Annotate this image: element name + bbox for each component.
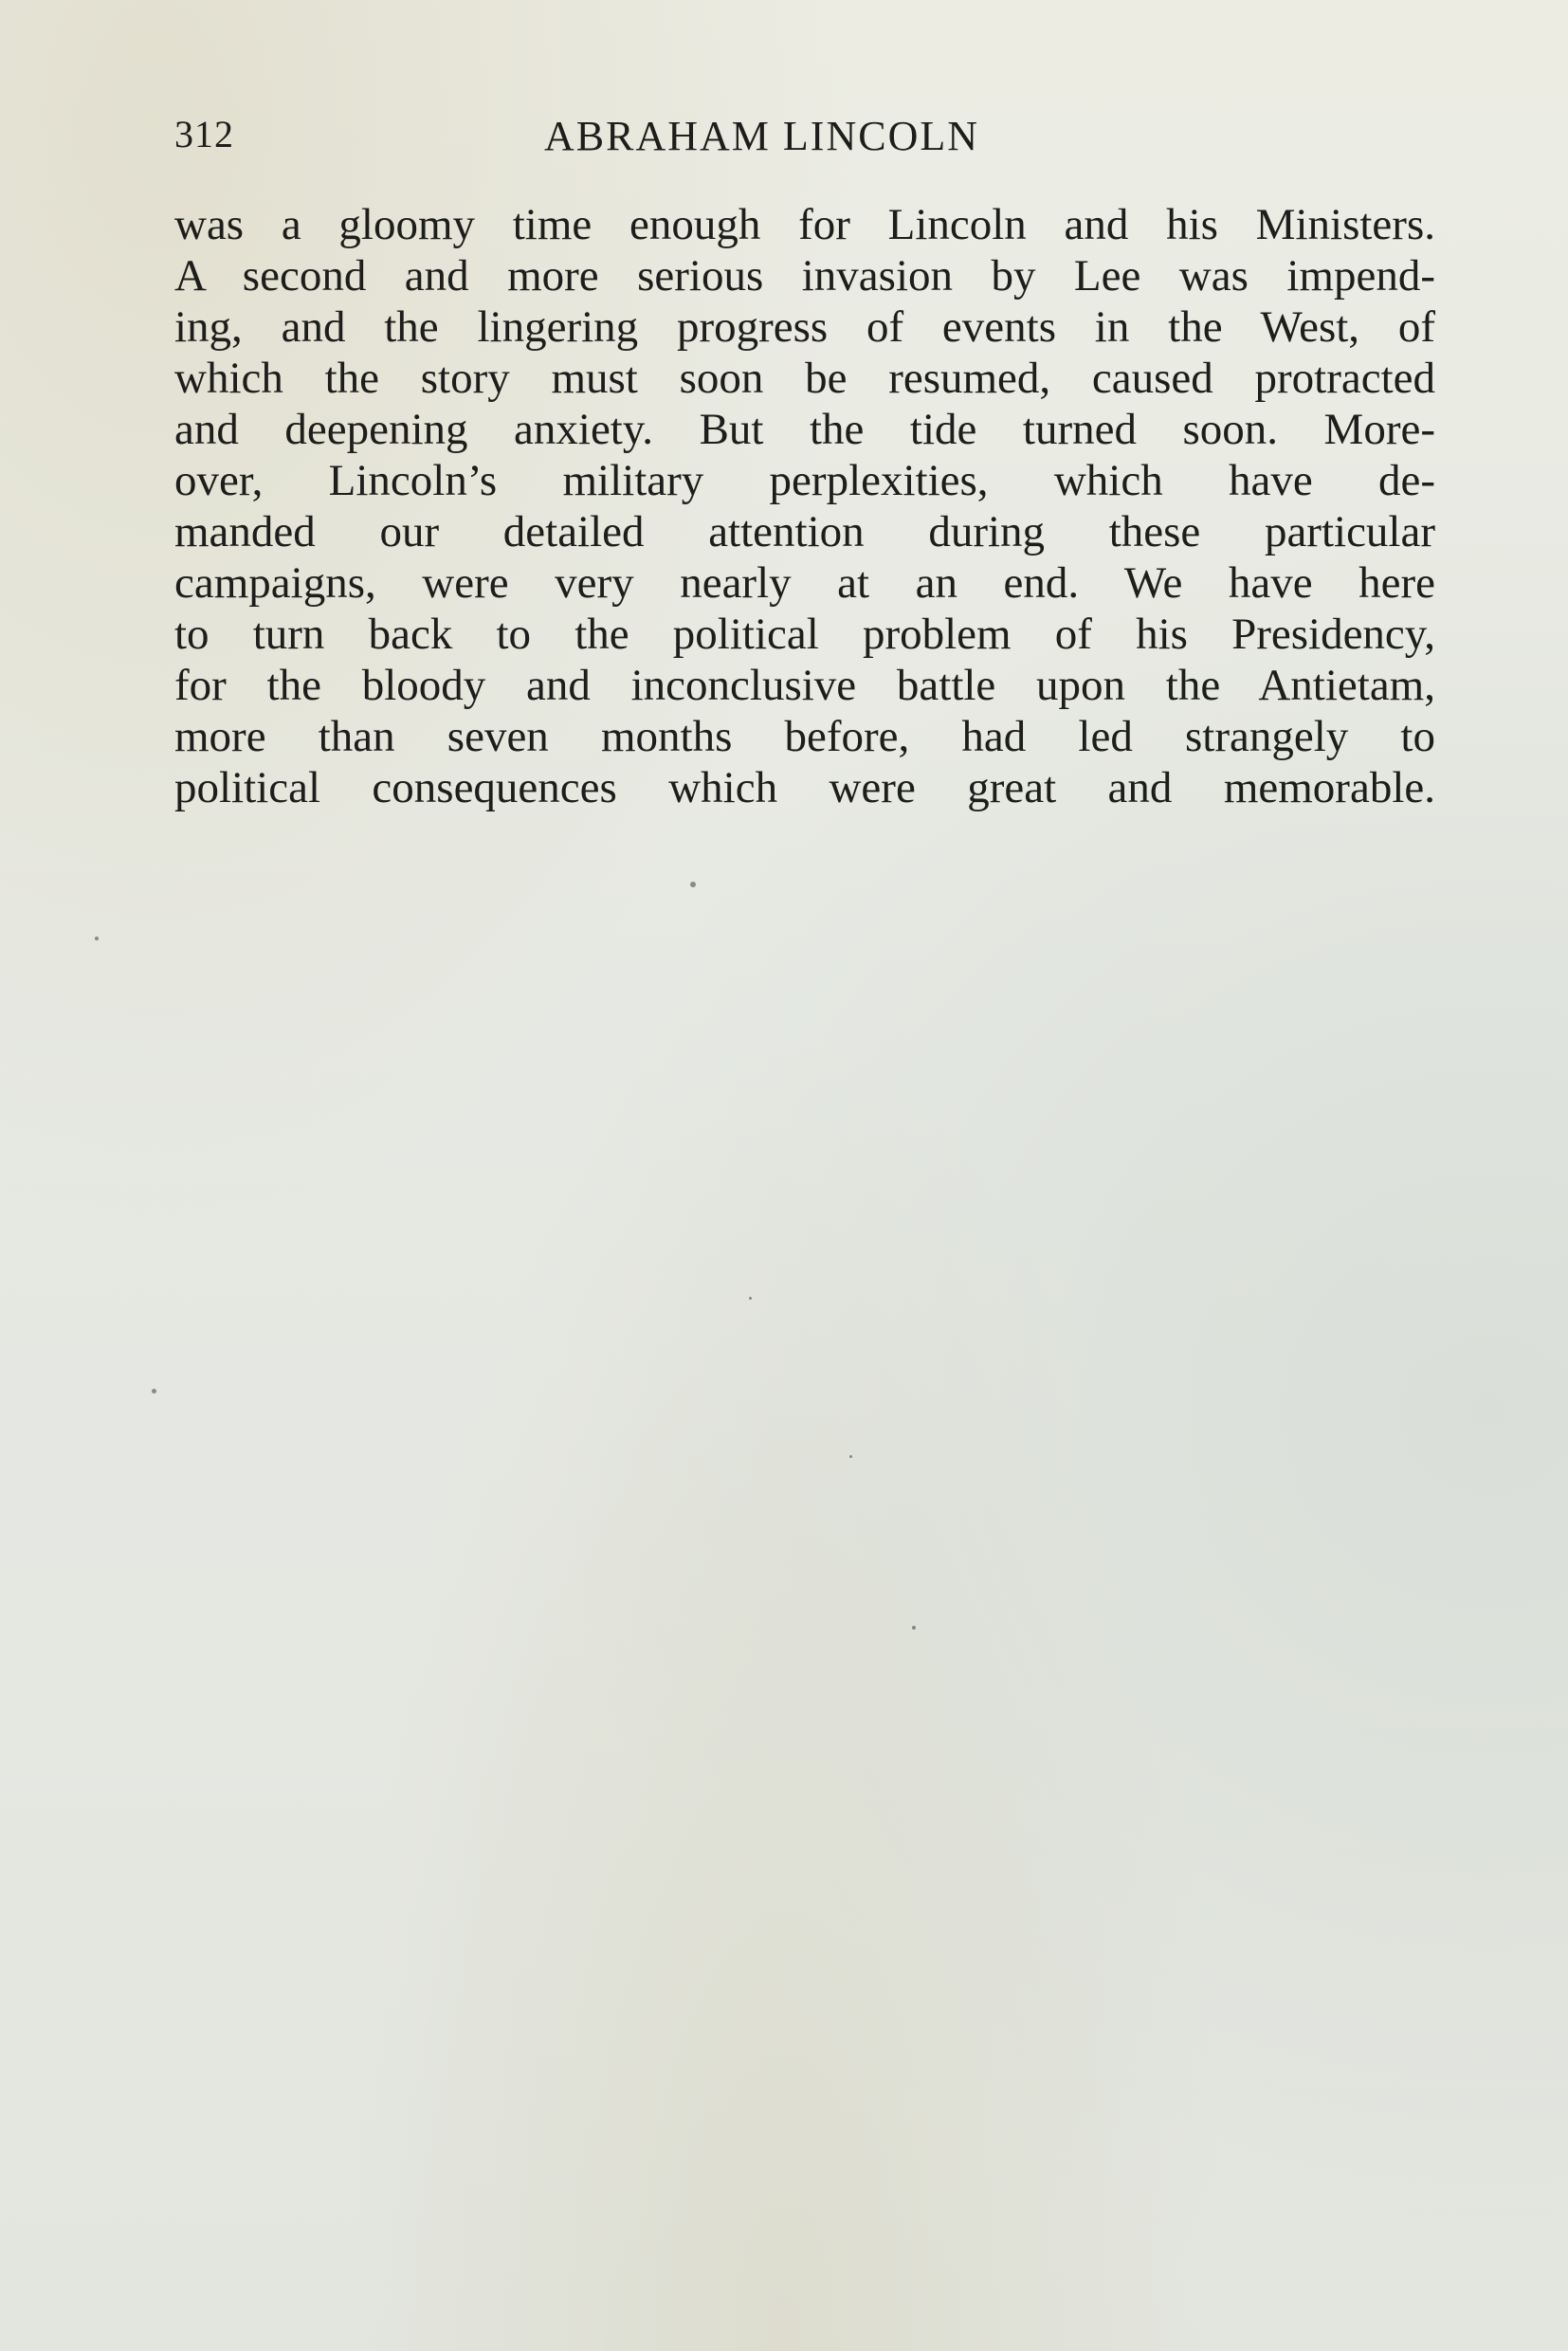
paper-speck	[749, 1297, 752, 1300]
running-head	[174, 112, 1435, 169]
paper-speck	[152, 1389, 156, 1394]
running-title: ABRAHAM LINCOLN	[544, 113, 979, 159]
text-line: which the story must soon be resumed, caused protracted	[174, 354, 1435, 403]
paper-speck	[912, 1626, 916, 1630]
paper-speck	[849, 1455, 852, 1458]
text-line: and deepening anxiety. But the tide turned soon. More-	[174, 405, 1435, 454]
text-line: ing, and the lingering progress of events in the West, of	[174, 302, 1435, 352]
text-line: political consequences which were great and memorable.	[174, 763, 1435, 812]
body-paragraph	[174, 199, 1435, 813]
text-line: A second and more serious invasion by Lee was impend-	[174, 251, 1435, 301]
paper-speck	[690, 882, 696, 887]
paper-speck	[95, 937, 99, 940]
text-line: manded our detailed attention during these particular	[174, 507, 1435, 556]
text-line: to turn back to the political problem of his Presidency,	[174, 610, 1435, 659]
text-line: more than seven months before, had led strangely to	[174, 712, 1435, 761]
text-line: campaigns, were very nearly at an end. We have here	[174, 558, 1435, 608]
page-number: 312	[174, 113, 234, 155]
text-line: was a gloomy time enough for Lincoln and his Ministers.	[174, 200, 1435, 249]
text-line: over, Lincoln’s military perplexities, which have de-	[174, 456, 1435, 505]
text-line: for the bloody and inconclusive battle upon the Antietam,	[174, 661, 1435, 710]
